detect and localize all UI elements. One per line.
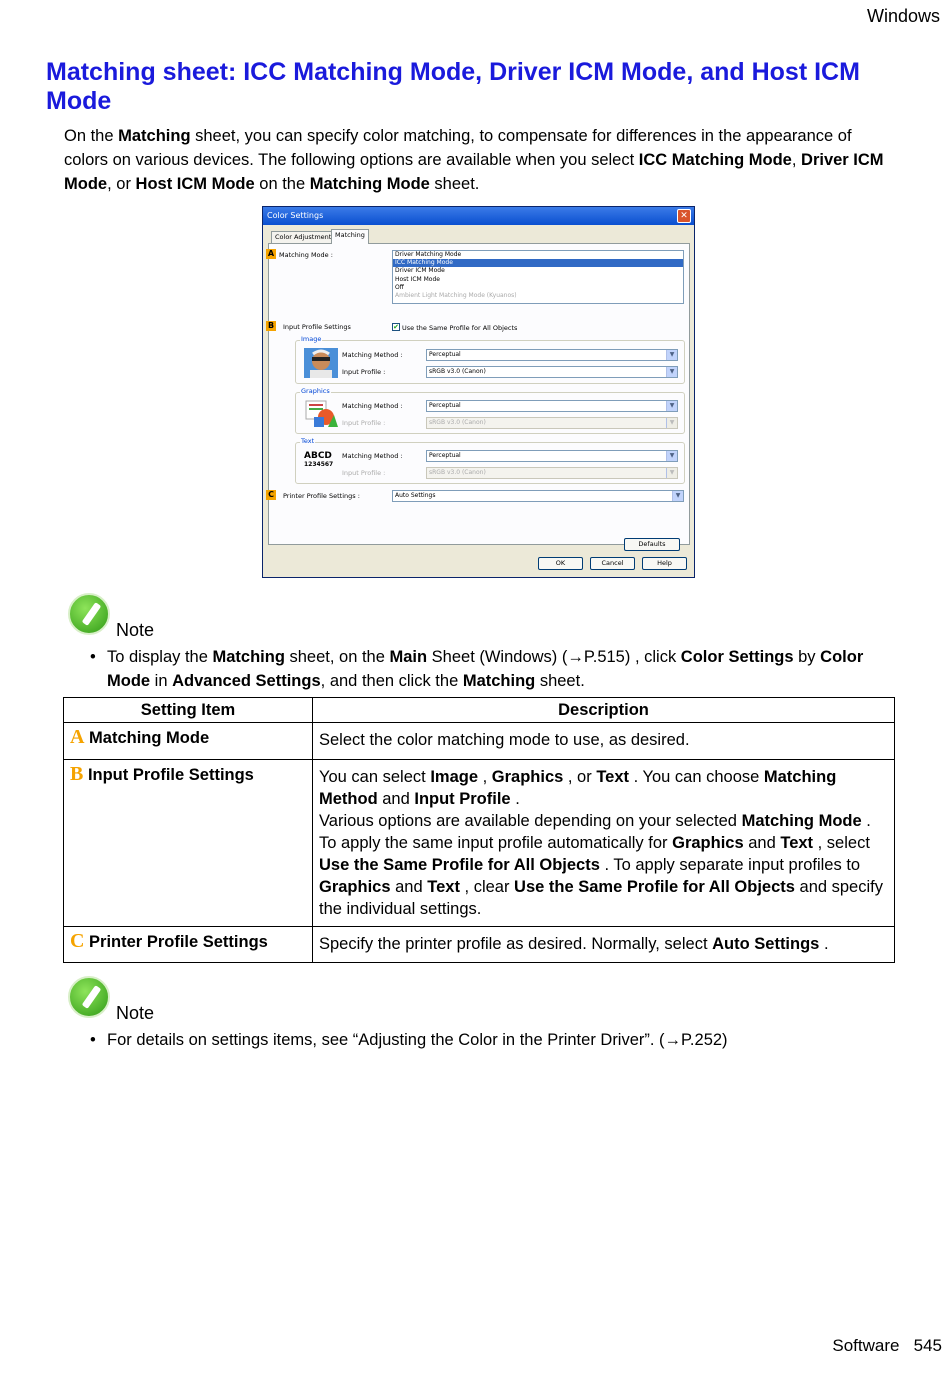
close-icon[interactable]: ✕ [677, 209, 691, 223]
dialog-title: Color Settings [267, 211, 324, 220]
same-profile-checkbox[interactable]: ✔ [393, 323, 399, 331]
setting-description: Specify the printer profile as desired. Normally, select Auto Settings . [313, 927, 895, 963]
text-input-profile-select: sRGB v3.0 (Canon) ▼ [426, 467, 678, 479]
note-pencil-icon [68, 593, 110, 635]
cancel-button[interactable]: Cancel [590, 557, 635, 570]
text-group-title: Text [301, 437, 315, 445]
image-matching-method-label: Matching Method : [342, 351, 403, 359]
column-header: Setting Item [64, 698, 313, 723]
list-item[interactable]: Host ICM Mode [395, 275, 440, 283]
chevron-down-icon: ▼ [666, 401, 677, 411]
setting-item: B Input Profile Settings [64, 760, 313, 927]
settings-table [63, 697, 895, 963]
same-profile-label: Use the Same Profile for All Objects [402, 324, 518, 332]
text-matching-method-label: Matching Method : [342, 452, 403, 460]
graphics-input-profile-label: Input Profile : [342, 419, 386, 427]
column-header: Description [313, 698, 895, 723]
ok-button[interactable]: OK [538, 557, 583, 570]
list-item: Ambient Light Matching Mode (Kyuanos) [395, 292, 517, 300]
page-footer: Software 545 [832, 1336, 942, 1355]
tab-matching[interactable]: Matching [331, 229, 369, 244]
bullet: • [90, 1031, 96, 1049]
matching-mode-listbox[interactable] [392, 250, 684, 304]
image-group-title: Image [301, 335, 322, 343]
image-input-profile-label: Input Profile : [342, 368, 386, 376]
note-text: For details on settings items, see “Adjusting the Color in the Printer Driver”. (→P.252) [107, 1031, 728, 1049]
setting-item: C Printer Profile Settings [64, 927, 313, 963]
image-group [295, 335, 685, 384]
table-row [64, 723, 895, 760]
table-row [64, 927, 895, 963]
chevron-down-icon: ▼ [666, 418, 677, 428]
list-item[interactable]: Off [395, 283, 404, 291]
graphics-group-title: Graphics [301, 387, 330, 395]
graphics-matching-method-select[interactable]: Perceptual ▼ [426, 400, 678, 412]
chevron-down-icon: ▼ [666, 367, 677, 377]
setting-description: Select the color matching mode to use, as desired. [313, 723, 895, 760]
note-label: Note [116, 620, 155, 640]
graphics-icon [304, 399, 338, 429]
header-section: Windows [866, 6, 940, 26]
note-pencil-icon [68, 976, 110, 1018]
setting-description: You can select Image , Graphics , or Text . You can choose Matching Method and Input Profile . Various options are available depending on your selected Matching Mode . To apply the same input profile automatically for Graphics and Text , select Use the Same Profile for All Objects . To apply separate input profiles to Graphics and Text , clear Use the Same Profile for All Objects and specify the individual settings. [313, 760, 895, 927]
color-settings-dialog [262, 206, 695, 578]
marker-a: A [267, 249, 275, 258]
chevron-down-icon: ▼ [666, 468, 677, 478]
matching-mode-label: Matching Mode : [279, 251, 333, 259]
marker-c: C [266, 490, 276, 500]
note-label: Note [116, 1003, 155, 1023]
table-row [64, 760, 895, 927]
photo-icon [304, 348, 338, 378]
setting-item: A Matching Mode [64, 723, 313, 760]
page-title: Matching sheet: ICC Matching Mode, Driver ICM Mode, and Host ICM Mode [46, 58, 860, 115]
note-text: To display the Matching sheet, on the Main Sheet (Windows) (→P.515) , click Color Settings by Color Mode in Advanced Settings, and then click the Matching sheet. [107, 648, 864, 690]
printer-profile-select[interactable]: Auto Settings ▼ [392, 490, 684, 502]
text-icon: ABCD 1234567 [304, 451, 334, 468]
matching-panel [267, 243, 690, 548]
graphics-input-profile-select: sRGB v3.0 (Canon) ▼ [426, 417, 678, 429]
table-header-row [64, 698, 895, 723]
chevron-down-icon: ▼ [672, 491, 683, 501]
bullet: • [90, 648, 96, 666]
chevron-down-icon: ▼ [666, 451, 677, 461]
image-matching-method-select[interactable]: Perceptual ▼ [426, 349, 678, 361]
image-input-profile-select[interactable]: sRGB v3.0 (Canon) ▼ [426, 366, 678, 378]
help-button[interactable]: Help [642, 557, 687, 570]
text-matching-method-select[interactable]: Perceptual ▼ [426, 450, 678, 462]
graphics-matching-method-label: Matching Method : [342, 402, 403, 410]
input-profile-settings-label: Input Profile Settings [283, 323, 351, 331]
marker-b: B [267, 321, 275, 330]
dialog-titlebar [263, 207, 694, 225]
printer-profile-label: Printer Profile Settings : [283, 492, 360, 500]
tab-color-adjustment[interactable]: Color Adjustment [271, 231, 335, 243]
defaults-button[interactable]: Defaults [624, 538, 680, 551]
list-item[interactable]: Driver Matching Mode [395, 251, 462, 258]
text-group [295, 437, 685, 484]
text-input-profile-label: Input Profile : [342, 469, 386, 477]
chevron-down-icon: ▼ [666, 350, 677, 360]
list-item[interactable]: ICC Matching Mode [393, 259, 683, 267]
list-item[interactable]: Driver ICM Mode [395, 267, 445, 275]
graphics-group [295, 387, 685, 434]
intro-paragraph: On the Matching sheet, you can specify color matching, to compensate for differences in the appearance of colors on various devices. The following options are available when you select ICC Matching Mode, Driver ICM Mode, or Host ICM Mode on the Matching Mode sheet. [64, 127, 884, 193]
